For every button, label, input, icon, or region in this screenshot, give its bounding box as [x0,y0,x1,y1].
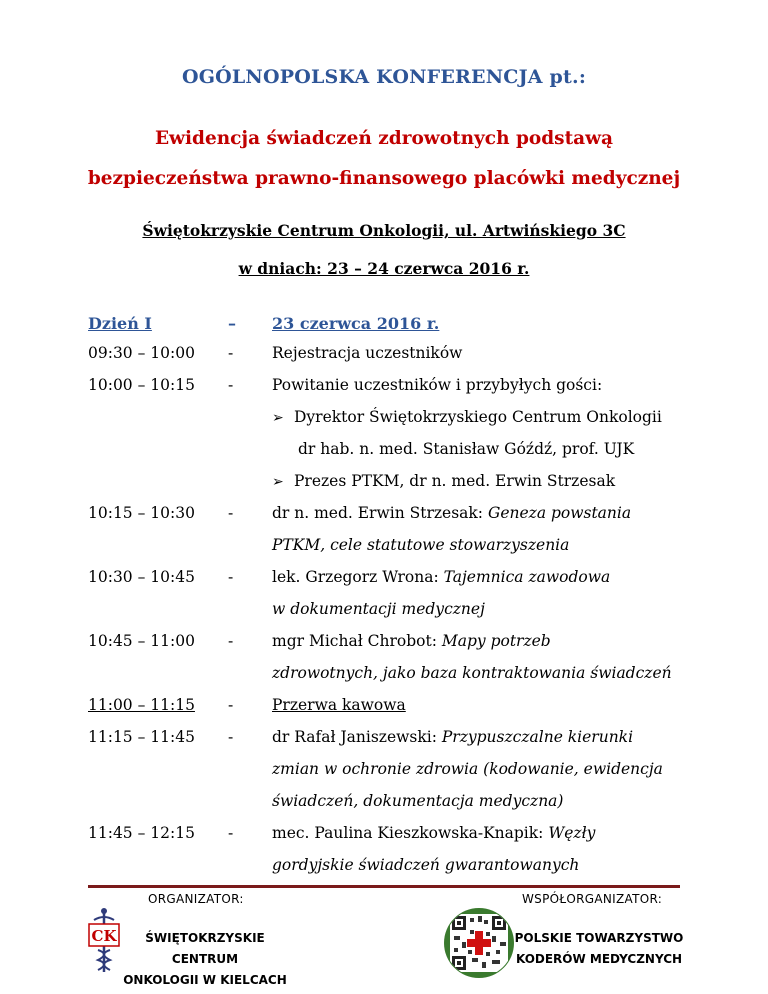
row-dash: - [228,696,234,714]
arrow-bullet-icon: ➢ [272,474,284,490]
row-topic-cont: gordyjskie świadczeń gwarantowanych [272,856,580,874]
footer-divider [88,885,680,888]
coorganizer-label: WSPÓŁORGANIZATOR: [522,892,663,906]
row-time: 11:15 – 11:45 [88,728,195,746]
row-speaker: dr n. med. Erwin Strzesak: [272,504,488,522]
row-speaker: mec. Paulina Kieszkowska-Knapik: [272,824,549,842]
coorganizer-name [514,928,684,970]
row-time: 10:00 – 10:15 [88,376,195,394]
organizer-name-line2: ONKOLOGII W KIELCACH [123,973,287,987]
row-topic: Tajemnica zawodowa [443,568,611,586]
row-speaker: lek. Grzegorz Wrona: [272,568,444,586]
row-time: 09:30 – 10:00 [88,344,195,362]
row-dash: - [228,568,234,586]
organizer-label: ORGANIZATOR: [148,892,244,906]
row-desc: Przerwa kawowa [272,696,406,714]
svg-text:CK: CK [91,927,117,945]
bullet-text: Dyrektor Świętokrzyskiego Centrum Onkologii [294,408,662,426]
organizer-logo-icon [86,906,122,976]
day-label: Dzień I [88,314,152,333]
conference-subtitle-line2: bezpieczeństwa prawno-finansowego placówki medycznej [87,168,681,189]
row-topic-cont: PTKM, cele statutowe stowarzyszenia [272,536,570,554]
day-date: 23 czerwca 2016 r. [272,314,440,333]
row-time: 10:30 – 10:45 [88,568,195,586]
coorganizer-name-line1: POLSKIE TOWARZYSTWO [514,931,684,945]
row-topic-cont: w dokumentacji medycznej [272,600,485,618]
row-topic: Mapy potrzeb [441,632,551,650]
day-dash: – [228,314,236,333]
row-topic-cont: zdrowotnych, jako baza kontraktowania świadczeń [272,664,672,682]
row-desc: Powitanie uczestników i przybyłych gości: [272,376,603,394]
bullet-text-cont: dr hab. n. med. Stanisław Góźdź, prof. UJK [298,440,635,458]
row-time: 10:15 – 10:30 [88,504,195,522]
row-time: 11:45 – 12:15 [88,824,195,842]
row-topic: Przypuszczalne kierunki [441,728,634,746]
row-dash: - [228,824,234,842]
conference-subtitle-line1: Ewidencja świadczeń zdrowotnych podstawą [154,128,614,149]
row-speaker: dr Rafał Janiszewski: [272,728,442,746]
row-time: 10:45 – 11:00 [88,632,195,650]
coorganizer-logo-icon [442,906,516,980]
row-dash: - [228,376,234,394]
row-desc: Rejestracja uczestników [272,344,463,362]
row-topic-cont: zmian w ochronie zdrowia (kodowanie, ewidencja [272,760,663,778]
organizer-name [120,928,290,991]
venue-address: Świętokrzyskie Centrum Onkologii, ul. Artwińskiego 3C [142,221,626,240]
row-dash: - [228,632,234,650]
coorganizer-name-line2: KODERÓW MEDYCZNYCH [515,952,683,966]
row-topic: Węzły [548,824,596,842]
bullet-text: Prezes PTKM, dr n. med. Erwin Strzesak [294,472,616,490]
row-topic: Geneza powstania [487,504,632,522]
row-dash: - [228,504,234,522]
row-dash: - [228,344,234,362]
arrow-bullet-icon: ➢ [272,410,284,426]
row-speaker: mgr Michał Chrobot: [272,632,442,650]
conference-title: OGÓLNOPOLSKA KONFERENCJA pt.: [181,66,587,88]
conference-dates: w dniach: 23 – 24 czerwca 2016 r. [238,259,530,278]
row-dash: - [228,728,234,746]
row-time: 11:00 – 11:15 [88,696,195,714]
schedule-row-cont [88,856,708,896]
organizer-name-line1: ŚWIĘTOKRZYSKIE CENTRUM [145,931,265,966]
row-topic-cont: świadczeń, dokumentacja medyczna) [272,792,564,810]
